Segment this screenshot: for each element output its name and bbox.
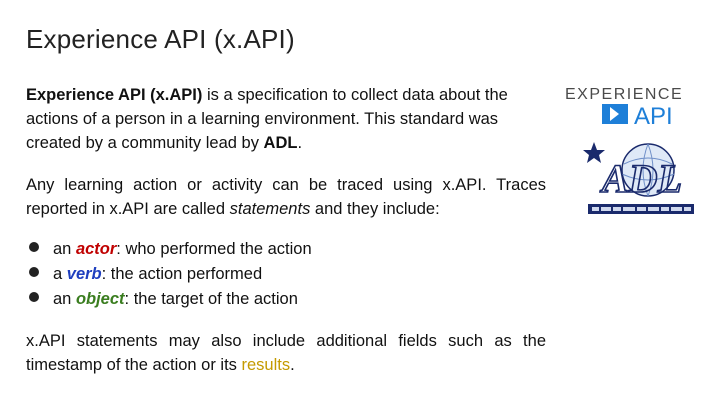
additional-fields-paragraph xyxy=(26,329,546,377)
experience-api-logo xyxy=(562,82,712,128)
actor-keyword: actor xyxy=(75,240,117,258)
xapi-logo-bottom-text: API xyxy=(634,103,673,128)
additional-fields-text: x.API statements may also include additional fields such as the timestamp of the action or its xyxy=(26,332,546,374)
bullet-prefix: an xyxy=(53,290,76,308)
bullet-prefix: an xyxy=(53,240,76,258)
results-term: results xyxy=(241,356,291,374)
adl-logo-mark: ADL xyxy=(602,156,682,201)
adl-logo xyxy=(580,138,702,218)
statements-text-end: and they include: xyxy=(310,200,440,218)
intro-text: is a specification to collect data about the actions of a person in a learning environment. This standard was created by a community lead by xyxy=(26,86,508,152)
bullet-icon xyxy=(29,267,39,277)
statement-parts-list xyxy=(26,237,312,312)
list-item-actor xyxy=(26,237,312,262)
intro-paragraph xyxy=(26,83,546,155)
object-keyword: object xyxy=(75,290,125,308)
intro-period: . xyxy=(297,134,303,152)
bullet-prefix: a xyxy=(53,265,67,283)
bullet-icon xyxy=(29,292,39,302)
xapi-logo-top-text: EXPERIENCE xyxy=(565,86,684,103)
statements-text: Any learning action or activity can be traced using x.API. Traces reported in x.API are called xyxy=(26,176,546,218)
bullet-desc: : the action performed xyxy=(101,265,263,283)
adl-term: ADL xyxy=(263,134,298,152)
additional-period: . xyxy=(290,356,295,374)
statements-paragraph xyxy=(26,173,546,221)
bullet-desc: : who performed the action xyxy=(116,240,312,258)
bullet-icon xyxy=(29,242,39,252)
list-item-object xyxy=(26,287,312,312)
list-item-verb xyxy=(26,262,312,287)
statements-term: statements xyxy=(229,200,311,218)
xapi-term: Experience API (x.API) xyxy=(26,86,203,104)
bullet-desc: : the target of the action xyxy=(124,290,298,308)
verb-keyword: verb xyxy=(66,265,102,283)
slide-title: Experience API (x.API) xyxy=(26,24,295,54)
